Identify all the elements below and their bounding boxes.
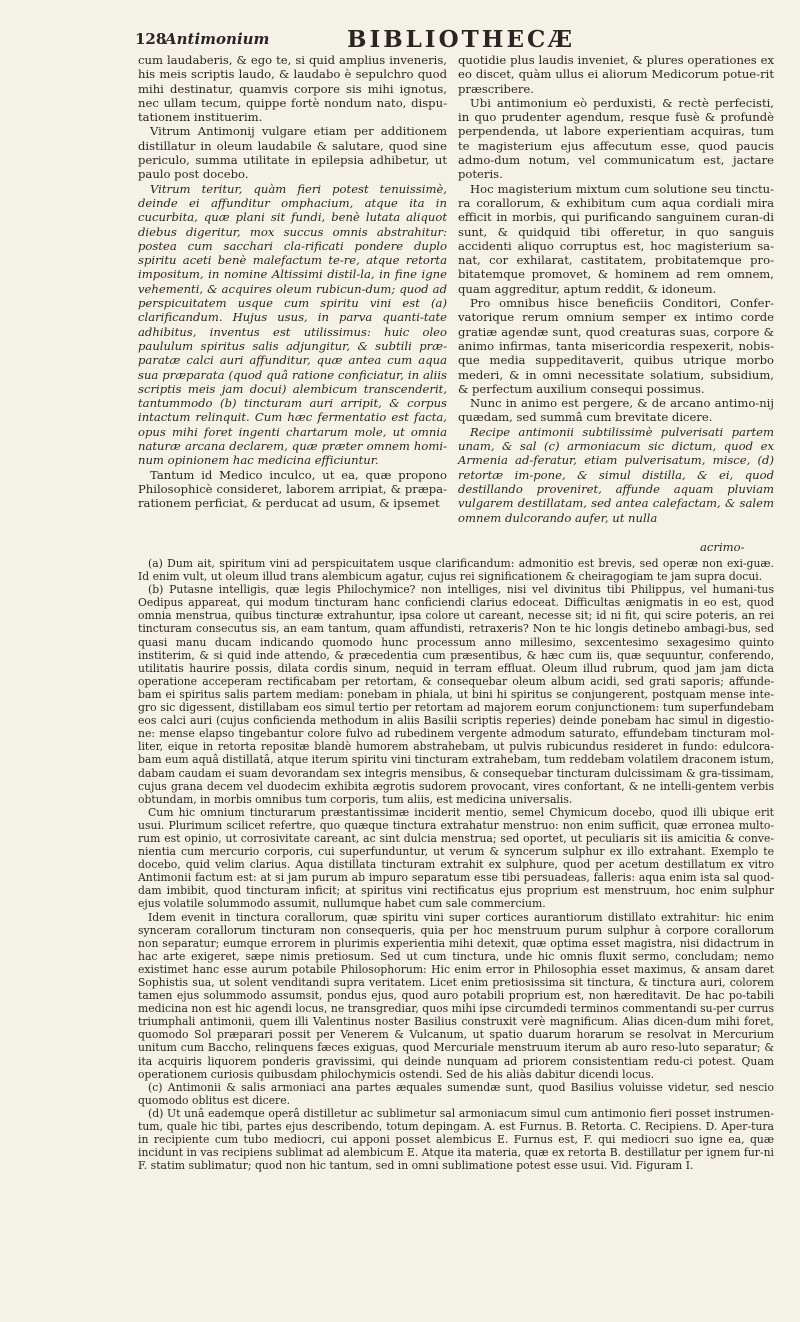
- left-column: [138, 53, 447, 511]
- paragraph: Pro omnibus hisce beneficiis Conditori, Confer-vatorique rerum omnium semper ex intimo corde gratiæ agendæ sunt, quod creaturas suas, corpore & animo infirmas, tanta misericordia respexerit, nobis-que media suppeditaverit, quibus utrique morbo mederi, & in omni necessitate solatium, subsidium, & perfectum auxilium consequi possimus.: [458, 296, 774, 396]
- running-title: Antimonium: [165, 30, 270, 48]
- catchword: acrimo-: [700, 540, 745, 554]
- footnote-b-continued: Cum hic omnium tincturarum præstantissimæ inciderit mentio, semel Chymicum docebo, quod illi ubique erit usui. Plurimum scilicet refertre, quo quæque tinctura extrahatur menstruo: non enim sufficit, quæ erronea multo-rum est opinio, ut corrosivitate careant, ac sint dulcia menstrua; sed oportet, ut peculiaris sit iis amicitia & conve-nientia cum mercurio corporis, cui superfunduntur, ut verum & syncerum sulphur ex illo extrahant. Exemplo te docebo, quid velim clarius. Aqua distillata tincturam extrahit ex sulphure, quod per acetum destillatum ex vitro Antimonii factum est: at si jam purum ab impuro separatum esse tibi persuadeas, falleris: aqua enim ista sal quod-dam imbibit, quod tincturam inficit; at spiritus vini rectificatus ejus proprium est menstruum, hoc enim sulphur ejus volatile solummodo assumit, nullumque habet cum sale commercium.: [138, 805, 774, 911]
- footnote-b: (b) Putasne intelligis, quæ legis Philochymice? non intelliges, nisi vel divinitus tibi Philippus, vel humani-tus Oedipus appareat, qui modum tincturam hanc conficiendi clarius edoceat. Difficultas ænigmatis in eo est, quod omnia menstrua, quibus tincturæ extrahuntur, ipsa colore ut careant, necesse sit; id ni fit, qui scire poteris, an rei tincturam consecutus sis, an eam tantum, quam affundisti, retraxeris? Non te hic longis detinebo ambagi-bus, sed quasi manu ducam indicando quomodo hunc processum anno millesimo, sexcentesimo sexagesimo quinto institerim, & si quid inde attendo, & præcedentia cum præsentibus, & hæc cum iis, quæ sequuntur, conferendo, utilitatis haurire possis, dilata cordis sinum, nequid in terram effluat. Oleum illud rubrum, quod jam jam dicta operatione acceperam rectificabam per retortam, & consequebar oleum album acidi, sed grati saporis; affunde-bam ei spiritus salis partem mediam: ponebam in phiala, ut bini hi spiritus se conjungerent, postquam mense inte-gro sic digessent, distillabam eos simul tertio per retortam ad majorem eorum conjunctionem: tum superfundebam eos calci auri (cujus conficienda methodum in aliis Basilii scriptis reperies) deinde ponebam hac simul in digestio-ne: mense elapso tingebantur colore fulvo ad rubedinem vergente admodum saturato, effundebam tincturam mol-liter, eique in retorta repositæ blandè humorem abstrahebam, ut pulvis rubicundus resideret in fundo: edulcora-bam eum aquâ distillatâ, atque iterum spiritu vini tincturam extrahebam, tum reddebam volatilem draconem istum, dabam caudam ei suam devorandam sex integris mensibus, & consequebar tincturam dulcissimam & gra-tissimam, cujus grana decem vel duodecim exhibita ægrotis sudorem provocant, vires confortant, & ne intelli-gentem verbis obtundam, in morbis omnibus tum corporis, tum aliis, est medicina universalis.: [138, 583, 774, 806]
- paragraph: Nunc in animo est pergere, & de arcano antimo-nij quædam, sed summâ cum brevitate dicere.: [458, 396, 774, 425]
- footnote-c: (c) Antimonii & salis armoniaci ana partes æquales sumendæ sunt, quod Basilius voluisse videtur, sed nescio quomodo oblitus est dicere.: [138, 1080, 774, 1107]
- paragraph: Ubi antimonium eò perduxisti, & rectè perfecisti, in quo prudenter agendum, resque fusè & profundè perpendenda, ut labore experientiam acquiras, tum te magisterium ejus affecutum esse, quod paucis admo-dum notum, vel communicatum est, jactare poteris.: [458, 95, 774, 182]
- paragraph: quotidie plus laudis inveniet, & plures operationes ex eo discet, quàm ullus ei aliorum Medicorum potue-rit præscribere.: [458, 53, 774, 96]
- footnotes: [138, 557, 774, 1172]
- right-column: [458, 53, 774, 525]
- recipe-paragraph: Vitrum teritur, quàm fieri potest tenuissimè, deinde ei affunditur omphacium, atque ita in cucurbita, quæ plani sit fundi, benè lutata aliquot diebus digeritur, mox succus omnis abstrahitur: postea cum sacchari cla-rificati pondere duplo spiritu aceti benè malefactum te-re, atque retorta impositum, in nomine Altissimi distil-la, in fine igne vehementi, & acquires oleum rubicun-dum; quod ad perspicuitatem usque cum spiritu vini est (a) clarificandum. Hujus usus, in parva quanti-tate adhibitus, inventus est utilissimus: huic oleo paululum spiritus salis adjungitur, & subtili præ-paratæ calci auri affunditur, quæ antea cum aqua sua præparata (quod quâ ratione conficiatur, in aliis scriptis meis jam docui) alembicum transcenderit, tantummodo (b) tincturam auri arripit, & corpus intactum relinquit. Cum hæc fermentatio est facta, opus mihi foret ingenti chartarum mole, ut omnia naturæ arcana declarem, quæ præter omnem homi-num opinionem hac medicina efficiuntur.: [138, 181, 447, 468]
- paragraph: Tantum id Medico inculco, ut ea, quæ propono Philosophicè consideret, laborem arripiat, & præpa-rationem perficiat, & perducat ad usum, & ipsemet: [138, 467, 447, 511]
- recipe-paragraph: Recipe antimonii subtilissimè pulverisati partem unam, & sal (c) armoniacum sic dictum, quod ex Armenia ad-feratur, etiam pulverisatum, misce, (d) retortæ im-pone, & simul distilla, & ei, quod destillando proveniret, affunde aquam pluviam vulgarem destillatam, sed antea calefactam, & salem omnem dulcorando aufer, ut nulla: [458, 424, 774, 525]
- section-title: BIBLIOTHECÆ: [347, 26, 576, 53]
- footnote-d: (d) Ut unâ eademque operâ distilletur ac sublimetur sal armoniacum simul cum antimonio fieri posset instrumen-tum, quale hic tibi, partes ejus describendo, totum depingam. A. est Furnus. B. Retorta. C. Recipiens. D. Aper-tura in recipiente cum tubo mediocri, cui apponi posset alembicus E. Furnus est, F. qui mediocri suo igne ea, quæ incidunt in vas recipiens sublimat ad alembicum E. Atque ita materia, quæ ex retorta B. destillatur per ignem fur-ni F. statim sublimatur; quod non hic tantum, sed in omni sublimatione potest esse usui. Vid. Figuram I.: [138, 1106, 774, 1173]
- paragraph: Hoc magisterium mixtum cum solutione seu tinctu-ra corallorum, & exhibitum cum aqua cordiali mira efficit in morbis, qui purificando sanguinem curan-di sunt, & quidquid tibi offeretur, in quo sanguis accidenti aliquo corruptus est, hoc magisterium sa-nat, cor exhilarat, castitatem, probitatemque pro-bitatemque promovet, & hominem ad rem omnem, quam aggreditur, aptum reddit, & idoneum.: [458, 181, 774, 296]
- paragraph: Vitrum Antimonij vulgare etiam per additionem distillatur in oleum laudabile & salutare, quod sine periculo, summa utilitate in epilepsia adhibetur, ut paulo post docebo.: [138, 124, 447, 182]
- page-number: 128: [135, 30, 167, 48]
- footnote-a: (a) Dum ait, spiritum vini ad perspicuitatem usque clarificandum: admonitio est brevis, sed operæ non exi-guæ. Id enim vult, ut oleum illud trans alembicum agatur, cujus rei significationem & cheiragogiam te jam supra docui.: [138, 557, 774, 584]
- footnote-b-continued: Idem evenit in tinctura corallorum, quæ spiritu vini super cortices aurantiorum distillato extrahitur: hic enim synceram corallorum tincturam non consequeris, quia per hoc menstruum purum sulphur à corpore corallorum non separatur; eumque errorem in plurimis experientia mihi detexit, quæ optima esset magistra, nisi didactrum in hac arte exigeret, sæpe nimis pretiosum. Sed ut cum tinctura, unde hic omnis fluxit sermo, concludam; nemo existimet hanc esse aurum potabile Philosophorum: Hic enim error in Philosophia esset maximus, & ansam daret Sophistis sua, ut solent venditandi supra veritatem. Licet enim pretiosissima sit tinctura, & tinctura auri, colorem tamen ejus solummodo assumsit, pondus ejus, quod auro potabili proprium est, non hæreditavit. De hac po-tabili medicina non est hic agendi locus, ne transgrediar, quos mihi ipse circumdedi terminos commentandi su-per currus triumphali antimonii, quem illi Valentinus noster Basilius construxit verè magnificum. Alias dicen-dum mihi foret, quomodo Sol præparari possit per Venerem & Vulcanum, ut spatio duarum horarum se resolvat in Mercurium unitum cum Baccho, relinquens fæces exiguas, quod Mercuriale menstruum iterum ab auro reso-luto separatur; & ita acquiris liquorem ponderis gravissimi, qui deinde nunquam ad priorem consistentiam redu-ci potest. Quam operationem curiosis quibusdam philochymicis ostendi. Sed de his aliàs dabitur dicendi locus.: [138, 910, 774, 1081]
- paragraph: cum laudaberis, & ego te, si quid amplius inveneris, his meis scriptis laudo, & laudabo è sepulchro quod mihi destinatur, quamvis corpore sis mihi ignotus, nec ullam tecum, quippe fortè nondum nato, dispu-tationem instituerim.: [138, 53, 447, 125]
